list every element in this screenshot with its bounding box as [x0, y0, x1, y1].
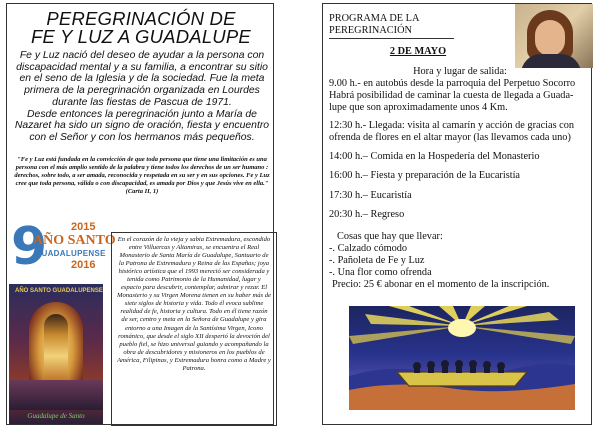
schedule-return: 20:30 h.– Regreso: [329, 209, 405, 220]
departure-line-3: lupe que son aproximadamente unos 4 Km.: [329, 102, 508, 113]
bring-heading: Cosas que hay que llevar:: [337, 231, 443, 242]
title-line-2: FE Y LUZ A GUADALUPE: [31, 26, 251, 47]
event-date: 2 DE MAYO: [389, 46, 447, 57]
schedule-eucharist: 17:30 h.– Eucaristía: [329, 190, 412, 201]
program-title-line-1: PROGRAMA DE LA: [329, 13, 420, 24]
boat-hull: [397, 372, 527, 386]
arrival-line-2: ofrenda de flores en el altar mayor (las llevamos cada uno): [329, 132, 571, 143]
virgin-poster-image: [9, 284, 103, 424]
program-title: [329, 13, 419, 36]
virgin-figure: [44, 314, 68, 384]
person-photo: [515, 4, 593, 68]
logo-number: 9: [11, 217, 48, 277]
boat-painting-svg: [349, 306, 575, 410]
intro-text: [11, 50, 273, 144]
poster-heading: AÑO SANTO GUADALUPENSE: [15, 288, 103, 294]
departure-line-1: 9.00 h.- en autobús desde la parroquia del Perpetuo Socorro: [329, 78, 576, 89]
page-title: [7, 10, 275, 46]
intro-paragraph-1: Fe y Luz nació del deseo de ayudar a la persona con discapacidad mental y a su familia, a encontrar su sitio en el seno de la Iglesia y de la sociedad. Fue la meta primera de la peregrinación organizada en Lourdes durante las fiestas de Pascua de 1971.: [16, 50, 268, 108]
photo-face-shape: [535, 20, 565, 56]
logo-year-top: 2015: [71, 221, 96, 233]
price-info: Precio: 25 € abonar en el momento de la inscripción.: [332, 279, 550, 290]
intro-paragraph-2: Desde entonces la peregrinación junto a María de Nazaret ha sido un signo de oración, fiesta y encuentro con el Señor y con los hermanos más pequeños.: [14, 108, 270, 143]
bring-item-flower: -. Una flor como ofrenda: [329, 267, 432, 278]
light-source: [448, 319, 476, 337]
logo-year-bottom: 2016: [71, 259, 96, 271]
boat-passengers: [413, 360, 505, 373]
departure-line-2: Habrá posibilidad de caminar la cuesta de llegada a Guada-: [329, 90, 574, 101]
charter-quote: "Fe y Luz está fundada en la convicción de que toda persona que tiene una limitación es una persona con el más amplio sentido de la palabra y tiene todos los derechos de un ser humano : derechos, sobre todo, a ser amada, reconocida y respetada en su ser y en sus opciones. Fe y Luz cree que toda persona, válida o con discapacidad, es amada por Dios y que Jesús vive en ella." (Carta II, 1): [14, 156, 270, 195]
program-title-line-2: PEREGRINACIÓN: [329, 24, 412, 36]
departure-heading: Hora y lugar de salida:: [413, 66, 507, 77]
right-panel: [322, 3, 592, 425]
monastery-description: En el corazón de la vieja y sabia Extremadura, escondido entre Villuercas y Altamiras, se encuentra el Real Monasterio de Santa María de Guadalupe, Santuario de la Patrona de Extremadura y Reina de las Españas; joya histórico artística que el 1993 mereció ser considerada y tenida como Patrimonio de la Humanidad, lugar y espacio para descubrir, contemplar, admirar y rezar. El Monasterio y su Virgen Morena tienen en su haber más de siete siglos de historia y vida. Todo él evoca sublime realidad de fe, historia y cultura. Todo en él tiene razón de ser, centro y meta en la Señora de Guadalupe y gira entorno a una Imagen de la Santísima Virgen, Icono románico, que desde el siglo XII despertó la devoción del pueblo fiel, se hizo universal guiando y acompañando la obra de descubridores y misioneros en los pueblos de América, Filipinas, y Extremadura honra como a Madre y Patrona.: [111, 232, 277, 426]
title-line-1: PEREGRINACIÓN DE: [46, 8, 236, 29]
holy-year-logo: [9, 217, 116, 281]
logo-ano-santo: AÑO SANTO: [33, 233, 116, 248]
bring-item-shoes: -. Calzado cómodo: [329, 243, 408, 254]
title-divider: [329, 38, 454, 39]
schedule-lunch: 14:00 h.– Comida en la Hospedería del Monasterio: [329, 151, 540, 162]
schedule-party: 16:00 h.– Fiesta y preparación de la Eucaristía: [329, 170, 521, 181]
poster-crowd-shape: [9, 380, 103, 410]
arrival-line-1: 12:30 h.- Llegada: visita al camarín y acción de gracias con: [329, 120, 575, 131]
logo-guadalupense: GUADALUPENSE: [35, 249, 106, 258]
poster-footer: Guadalupe de Santo: [27, 412, 85, 420]
left-panel: [6, 3, 274, 425]
boat-painting-image: [349, 306, 575, 410]
bring-item-scarf: -. Pañoleta de Fe y Luz: [329, 255, 425, 266]
